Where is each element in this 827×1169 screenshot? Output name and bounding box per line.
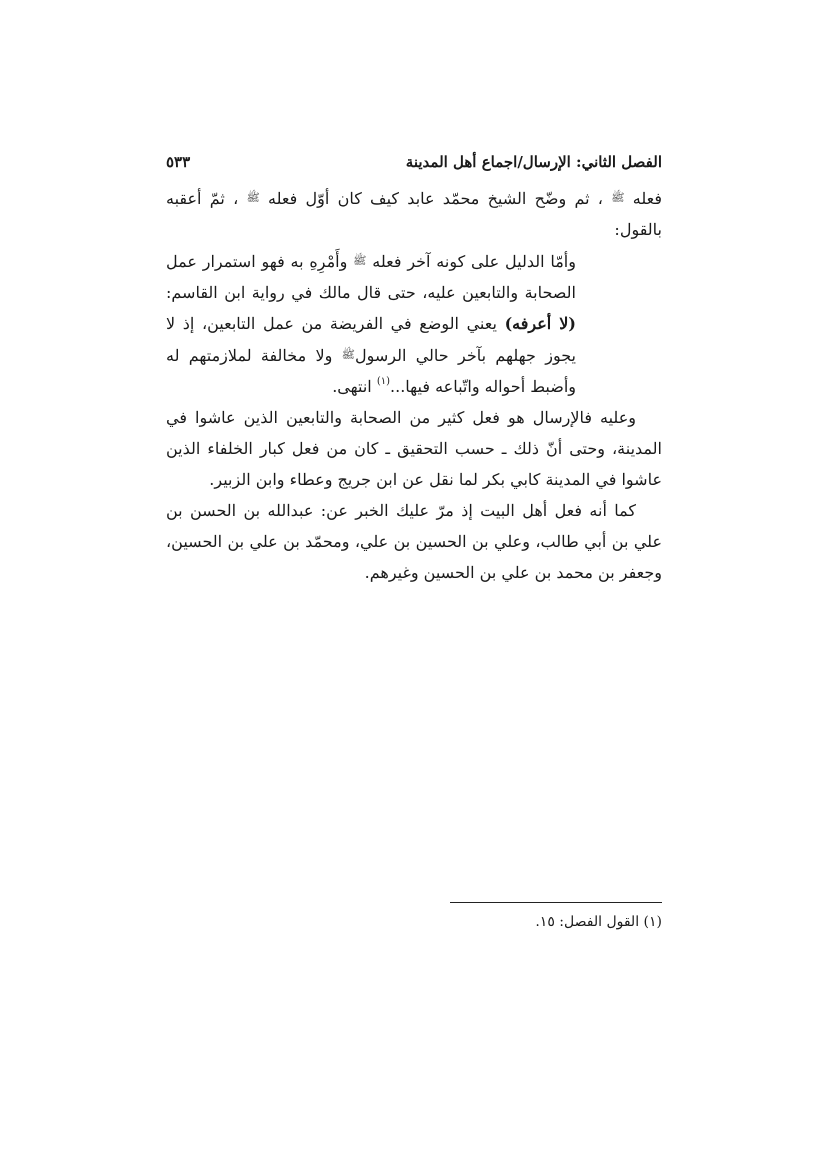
main-text — [166, 182, 662, 588]
quote-part: يعني الوضع في الفريضة من عمل التابعين، إذ لا يجوز جهلهم بآخر حالي الرسول — [166, 314, 577, 365]
salutation-symbol: ﷺ — [611, 191, 625, 204]
chapter-title: الفصل الثاني: الإرسال/اجماع أهل المدينة — [405, 153, 662, 171]
paragraph-intro — [166, 182, 662, 245]
quote-part: انتهى. — [332, 377, 372, 396]
salutation-symbol: ﷺ — [353, 254, 367, 267]
quote-part: ولا مخالفة لملازمتهم له وأضبط أحواله واتّباعه فيها... — [166, 346, 576, 396]
footnote-reference[interactable]: (١) — [376, 376, 391, 387]
footnote: (١) القول الفصل: ١٥. — [535, 914, 662, 930]
paragraph: كما أنه فعل أهل البيت إذ مرّ عليك الخبر عن: عبدالله بن الحسن بن علي بن أبي طالب، وعلي بن الحسين بن علي، ومحمّد بن علي بن الحسين، وجعفر بن محمد بن علي بن الحسين وغيرهم. — [166, 501, 663, 582]
paragraph-intro-part: ، ثمّ أعقبه بالقول: — [166, 189, 662, 239]
salutation-symbol: ﷺ — [246, 191, 260, 204]
footnote-divider — [450, 902, 662, 903]
quote-part: وأَمْرِهِ به فهو استمرار عمل الصحابة والتابعين عليه، حتى قال مالك في رواية ابن القاسم: — [166, 252, 576, 302]
running-header — [166, 150, 662, 174]
page-number: ٥٣٣ — [166, 153, 191, 171]
salutation-symbol: ﷺ — [341, 348, 355, 361]
quote-bold-phrase: (لا أعرفه) — [504, 314, 576, 333]
block-quote — [166, 245, 662, 402]
paragraph: وعليه فالإرسال هو فعل كثير من الصحابة والتابعين الذين عاشوا في المدينة، وحتى أنّ ذلك ـ حسب التحقيق ـ كان من فعل كبار الخلفاء الذين عاشوا في المدينة كابي بكر لما نقل عن ابن جريج وعطاء وابن الزبير. — [166, 408, 662, 489]
paragraph-intro-part: ، ثم وضّح الشيخ محمّد عابد كيف كان أوّل فعله — [268, 189, 603, 208]
paragraph-intro-part: فعله — [632, 189, 663, 208]
quote-part: وأمّا الدليل على كونه آخر فعله — [372, 252, 576, 271]
